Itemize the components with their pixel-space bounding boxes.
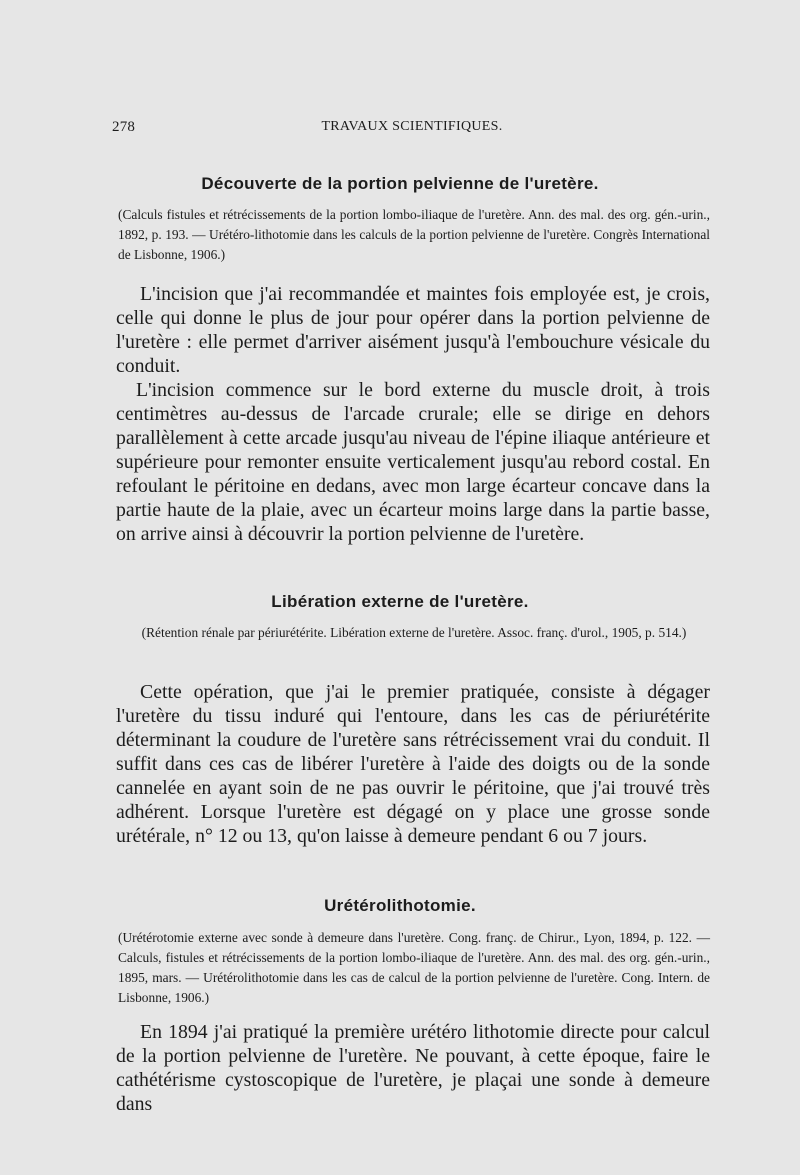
paragraph-2-1: Cette opération, que j'ai le premier pratiquée, consiste à dégager l'uretère du tissu induré qui l'entoure, dans les cas de périurétérite déterminant la coudure de l'uretère sans rétrécissement vrai du conduit. Il suffit dans ces cas de libérer l'uretère à l'aide des doigts ou de la sonde cannelée en ayant soin de ne pas ouvrir le péritoine, que j'ai trouvé très adhérent. Lorsque l'uretère est dégagé on y place une grosse sonde urétérale, n° 12 ou 13, qu'on laisse à demeure pendant 6 ou 7 jours. (116, 681, 710, 847)
paragraph-1-2: L'incision commence sur le bord externe du muscle droit, à trois centimètres au-dessus de l'arcade crurale; elle se dirige en dehors parallèlement à cette arcade jusqu'au niveau de l'épine iliaque antérieure et supérieure pour remonter ensuite verticalement jusqu'au rebord costal. En refoulant le péritoine en dedans, avec mon large écarteur concave dans la partie haute de la plaie, avec un écarteur moins large dans la partie basse, on arrive ainsi à découvrir la portion pelvienne de l'uretère. (116, 379, 710, 545)
paragraph-1-1: L'incision que j'ai recommandée et maintes fois employée est, je crois, celle qui donne le plus de jour pour opérer dans la portion pelvienne de l'uretère : elle permet d'arriver aisément jusqu'à l'embouchure vésicale du conduit. (116, 283, 710, 377)
paragraph-3-1: En 1894 j'ai pratiqué la première urétéro lithotomie directe pour calcul de la portion pelvienne de l'uretère. Ne pouvant, à cette époque, faire le cathétérisme cystoscopique de l'uretère, je plaçai une sonde à demeure dans (116, 1021, 710, 1115)
section-heading-1: Découverte de la portion pelvienne de l'uretère. (201, 174, 599, 193)
reference-text-2: (Rétention rénale par périurétérite. Libération externe de l'uretère. Assoc. franç. d'urol., 1905, p. 514.) (141, 625, 687, 640)
section-heading-3: Urétérolithotomie. (324, 896, 476, 915)
reference-text-3: (Urétérotomie externe avec sonde à demeure dans l'uretère. Cong. franç. de Chirur., Lyon, 1894, p. 122. — Calculs, fistules et rétrécissements de la portion lombo-iliaque de l'uretère. Ann. des mal. des org. gén.-urin., 1895, mars. — Urétérolithotomie dans les cas de calcul de la portion pelvienne de l'uretère. Cong. Intern. de Lisbonne, 1906.) (118, 930, 710, 1005)
section-body-3 (116, 1020, 710, 1116)
running-title: TRAVAUX SCIENTIFIQUES. (321, 119, 503, 134)
reference-text-1: (Calculs fistules et rétrécissements de la portion lombo-iliaque de l'uretère. Ann. des mal. des org. gén.-urin., 1892, p. 193. — Urétéro-lithotomie dans les calculs de la portion pelvienne de l'uretère. Congrès International de Lisbonne, 1906.) (118, 207, 710, 262)
page-number: 278 (112, 119, 136, 135)
section-body-1 (116, 282, 710, 546)
section-reference-2 (118, 623, 710, 643)
section-reference-1 (118, 205, 710, 265)
running-head (112, 119, 712, 141)
section-body-2 (116, 680, 710, 848)
section-reference-3 (118, 928, 710, 1008)
section-heading-2: Libération externe de l'uretère. (271, 592, 529, 611)
